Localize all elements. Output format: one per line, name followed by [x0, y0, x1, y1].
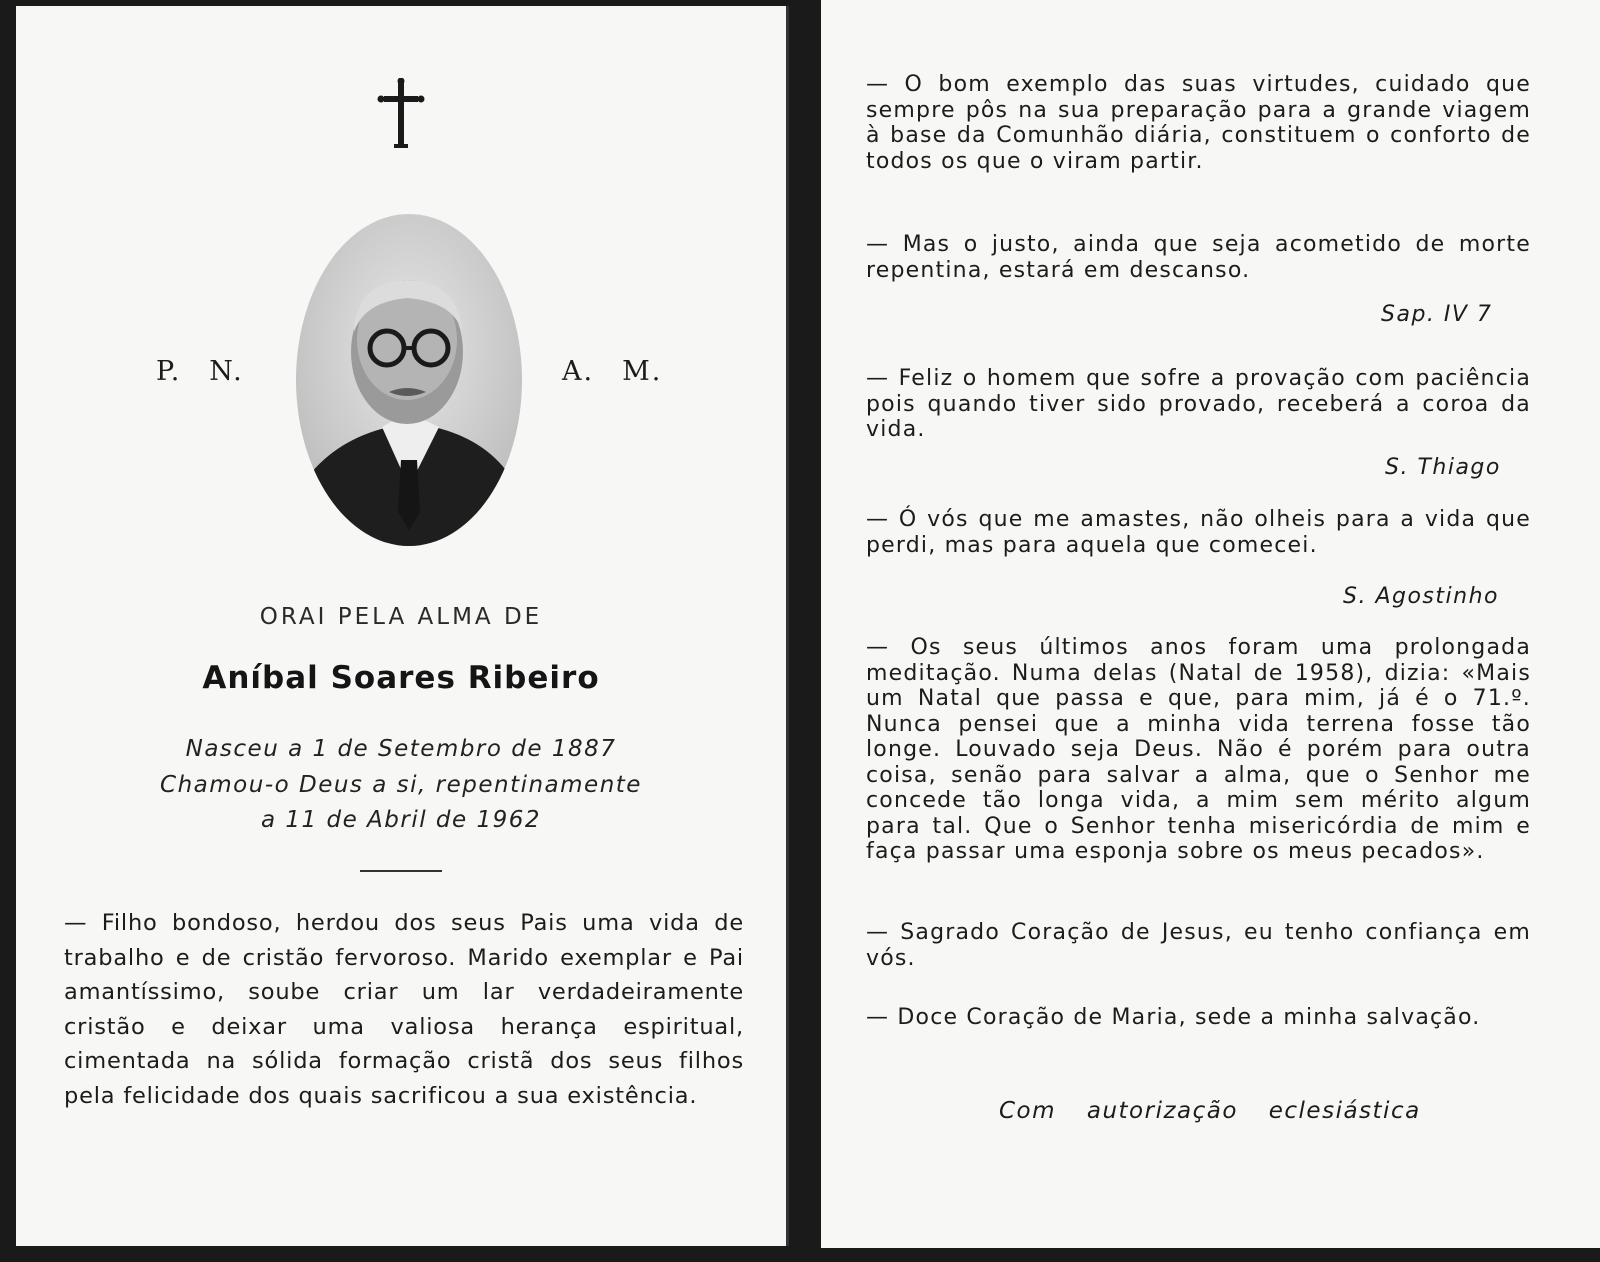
prayer-heading: ORAI PELA ALMA DE [259, 604, 543, 630]
attribution-thiago: S. Thiago [1385, 455, 1501, 480]
birth-date-line: Nasceu a 1 de Setembro de 1887 [185, 736, 617, 762]
portrait-photo [294, 212, 524, 548]
attribution-agostinho: S. Agostinho [1343, 584, 1499, 609]
text-block-feliz: — Feliz o homem que sofre a provação com paciência pois quando tiver sido provado, receberá a coroa da vida. [866, 366, 1531, 442]
biography-text: — Filho bondoso, herdou dos seus Pais uma vida de trabalho e de cristão fervoroso. Marido exemplar e Pai amantíssimo, soube criar um lar verdadeiramente cristão e deixar uma valiosa herança espiritual, cimentada na sólida formação cristã dos seus filhos pela felicidade dos quais sacrificou a sua existência. [64, 910, 744, 1109]
initial-p: P. [156, 356, 182, 387]
text-block-sagrado-coracao: — Sagrado Coração de Jesus, eu tenho confiança em vós. [866, 920, 1531, 971]
text-block-virtudes: — O bom exemplo das suas virtudes, cuidado que sempre pôs na sua preparação para a grande viagem à base da Comunhão diária, constituem o conforto de todos os que o viram partir. [866, 72, 1531, 174]
initial-n: N. [209, 356, 244, 387]
text-block-justo: — Mas o justo, ainda que seja acometido de morte repentina, estará em descanso. [866, 232, 1531, 283]
initials-right [562, 356, 662, 387]
initial-a: A. [562, 356, 595, 387]
cross-icon [376, 78, 426, 150]
divider [360, 870, 442, 872]
death-line: Chamou-o Deus a si, repentinamente [160, 772, 642, 798]
ecclesiastical-authorization: Com autorização eclesiástica [999, 1098, 1421, 1124]
text-block-doce-coracao: — Doce Coração de Maria, sede a minha salvação. [866, 1005, 1481, 1030]
text-block-meditacao: — Os seus últimos anos foram uma prolongada meditação. Numa delas (Natal de 1958), dizia: «Mais um Natal que passa e que, para mim, já é o 71.º. Nunca pensei que a minha vida terrena fosse tão longe. Louvado seja Deus. Não é porém para outra coisa, senão para salvar a alma, que o Senhor me concede tão longa vida, a mim sem mérito algum para tal. Que o Senhor tenha misericórdia de mim e faça passar uma esponja sobre os meus pecados». [866, 635, 1531, 864]
right-card [821, 0, 1600, 1248]
attribution-sap: Sap. IV 7 [1381, 302, 1493, 327]
text-block-amastes: — Ó vós que me amastes, não olheis para a vida que perdi, mas para aquela que comecei. [866, 507, 1531, 558]
initials-left [156, 356, 244, 387]
death-date-line: a 11 de Abril de 1962 [260, 807, 542, 833]
deceased-name: Aníbal Soares Ribeiro [202, 660, 600, 696]
initial-m: M. [622, 356, 663, 387]
left-card [16, 6, 789, 1246]
